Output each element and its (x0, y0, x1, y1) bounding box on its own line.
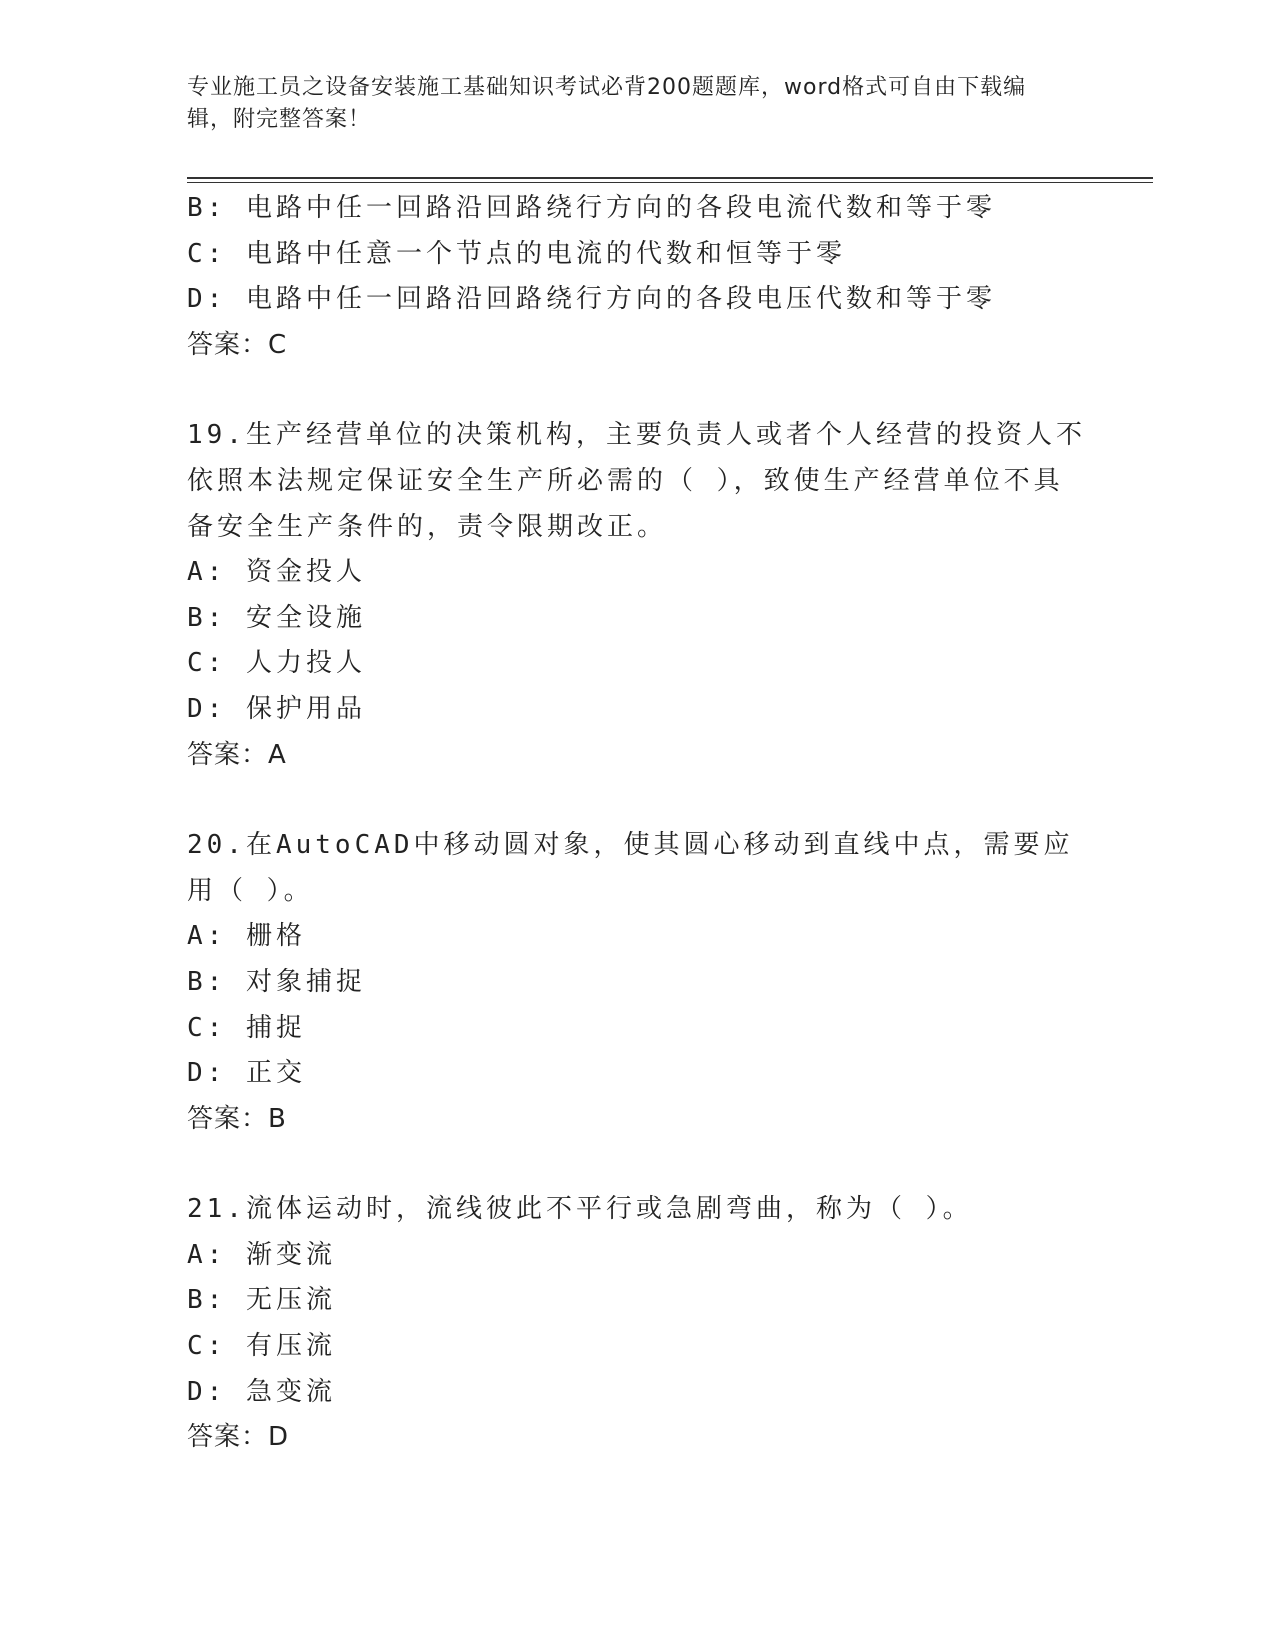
option-c: C: 捕捉 (187, 1012, 306, 1043)
option-b: B: 无压流 (187, 1285, 336, 1316)
question-21 (187, 1187, 1087, 1461)
answer: 答案：D (187, 1422, 290, 1453)
header-title: 专业施工员之设备安装施工基础知识考试必背200题题库，word格式可自由下载编辑，附完整答案！ (187, 75, 1027, 132)
option-d: D: 电路中任一回路沿回路绕行方向的各段电压代数和等于零 (187, 284, 996, 315)
answer: 答案：B (187, 1103, 287, 1134)
option-d: D: 急变流 (187, 1376, 336, 1407)
option-d: D: 正交 (187, 1058, 306, 1089)
option-c: C: 电路中任意一个节点的电流的代数和恒等于零 (187, 238, 846, 269)
document-header (187, 72, 1067, 136)
question-stem: 21.流体运动时，流线彼此不平行或急剧弯曲，称为（ ）。 (187, 1194, 973, 1225)
answer: 答案：A (187, 739, 287, 770)
option-a: A: 栅格 (187, 921, 306, 952)
option-a: A: 渐变流 (187, 1239, 336, 1270)
option-c: C: 人力投人 (187, 648, 366, 679)
option-b: B: 电路中任一回路沿回路绕行方向的各段电流代数和等于零 (187, 193, 996, 223)
question-19 (187, 413, 1087, 778)
option-b: B: 对象捕捉 (187, 966, 366, 997)
question-stem: 20.在AutoCAD中移动圆对象，使其圆心移动到直线中点，需要应用（ ）。 (187, 830, 1074, 906)
question-stem: 19.生产经营单位的决策机构，主要负责人或者个人经营的投资人不依照本法规定保证安全生产所必需的（ ），致使生产经营单位不具备安全生产条件的，责令限期改正。 (187, 420, 1086, 542)
partial-question-18 (187, 186, 1087, 368)
question-content (187, 186, 1087, 1461)
option-b: B: 安全设施 (187, 602, 366, 633)
answer: 答案：C (187, 329, 288, 360)
option-a: A: 资金投人 (187, 557, 366, 588)
question-20 (187, 823, 1087, 1142)
header-divider (187, 177, 1153, 183)
option-d: D: 保护用品 (187, 693, 366, 724)
option-c: C: 有压流 (187, 1331, 336, 1362)
